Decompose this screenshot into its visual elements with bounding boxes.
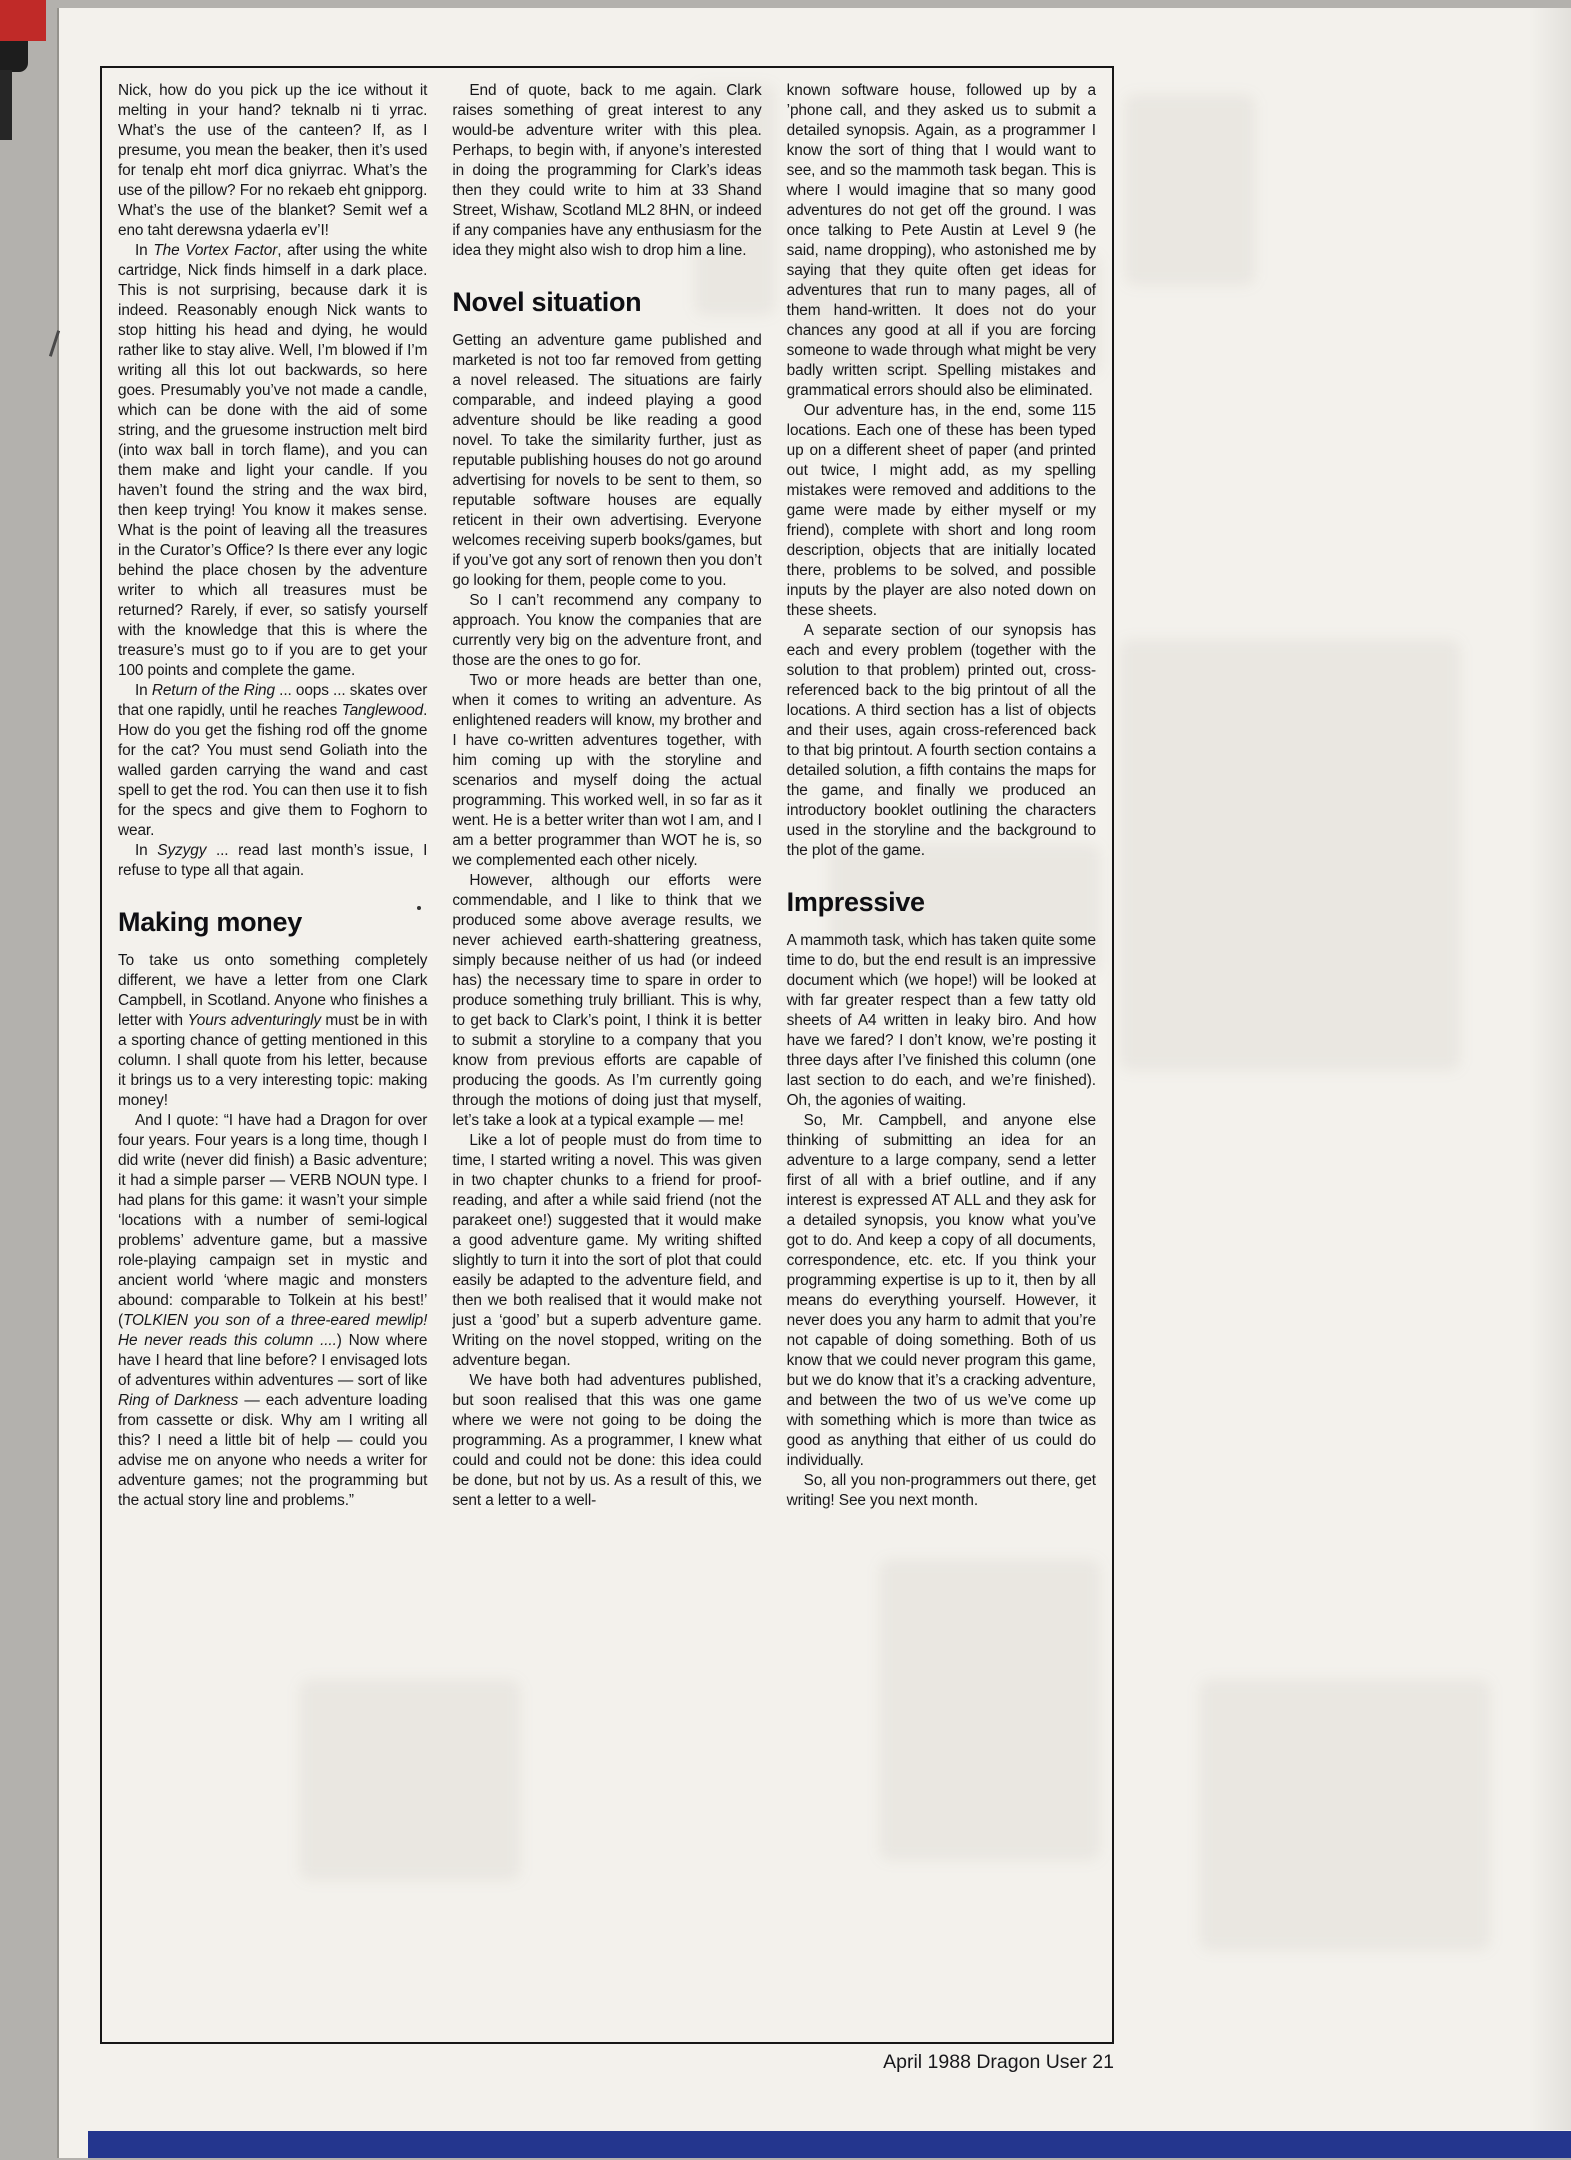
paragraph: To take us onto something completely different, we have a letter from one Clark Campbell, in Scotland. Anyone who finishes a letter with Yours adventuringly must be in with a sporting chance of getting mentioned in this column. I shall quote from his letter, because it brings us to a very interesting topic: making money! (118, 952, 428, 1109)
showthrough-blotch (1120, 640, 1460, 1070)
paragraph: So, Mr. Campbell, and anyone else thinking of submitting an idea for an adventure to a large company, send a letter first of all with a brief outline, and if any interest is expressed AT ALL and they ask for a detailed synopsis, you know what you’ve got to do. And keep a copy of all documents, correspondence, etc. etc. If you think your programming expertise is up to it, then by all means do everything yourself. However, it never does you any harm to admit that you’re not capable of doing something. Both of us know that we could never program this game, but we do know that it’s a cracking adventure, and between the two of us we’ve come up with something which is more than twice as good as anything that either of us could do individually. (786, 1112, 1096, 1469)
paragraph: However, although our efforts were commendable, and I like to think that we produced some above average results, we never achieved earth-shattering greatness, simply because neither of us had (or indeed has) the necessary time to spare in order to produce something truly brilliant. This is why, to get back to Clark’s point, I think it is better to submit a storyline to a company that you know from previous efforts are capable of producing the goods. As I’m currently going through the motions of doing just that myself, let’s take a look at a typical example — me! (452, 872, 762, 1129)
print-speck (417, 906, 421, 910)
paragraph: known software house, followed up by a ’phone call, and they asked us to submit a detailed synopsis. Again, as a programmer I know the sort of thing that I would want to see, and so the mammoth task began. This is where I would imagine that so many good adventures do not get off the ground. I was once talking to Pete Austin at Level 9 (he said, name dropping), who astonished me by saying that they quite often get ideas for adventures that run to many pages, all of them hand-written. It does not do your chances any good at all if you are forcing someone to wade through what might be very badly written script. Spelling mistakes and grammatical errors should also be eliminated. (786, 82, 1096, 399)
article-columns (102, 68, 1112, 1524)
paragraph: Nick, how do you pick up the ice without it melting in your hand? teknalb ni ti yrrac. What’s the use of the canteen? If, as I presume, you mean the beaker, then it’s used for tenalp eht morf dica gniyrrac. What’s the use of the pillow? For no rekaeb eht gnipporg. What’s the use of the blanket? Semit wef a eno taht derewsna ydaerla ev’I! (118, 82, 428, 239)
paragraph: We have both had adventures published, but soon realised that this was one game where we were not going to be doing the programming. As a programmer, I knew what could and could not be done: this idea could be done, but not by us. As a result of this, we sent a letter to a well- (452, 1372, 762, 1509)
paragraph: Two or more heads are better than one, when it comes to writing an adventure. As enlightened readers will know, my brother and I have co-written adventures together, with him coming up with the storyline and scenarios and myself doing the actual programming. This worked well, in so far as it went. He is a better writer than wot I am, and I am a better programmer than WOT he is, so we complemented each other nicely. (452, 672, 762, 869)
text-column-1 (118, 81, 427, 1511)
showthrough-blotch (1125, 95, 1255, 285)
paragraph: And I quote: “I have had a Dragon for over four years. Four years is a long time, though I did write (never did finish) a Basic adventure; it had a simple parser — VERB NOUN type. I had plans for this game: it wasn’t your simple ‘locations with a number of semi-logical problems’ adventure game, but a massive role-playing campaign set in mystic and ancient world ‘where magic and monsters abound: comparable to Tolkein at his best!’ (TOLKIEN you son of a three-eared mewlip! He never reads this column ....) Now where have I heard that line before? I envisaged lots of adventures within adventures — sort of like Ring of Darkness — each adventure loading from cassette or disk. Why am I writing all this? I need a little bit of help — could you advise me on anyone who needs a writer for adventure games; not the programming but the actual story line and problems.” (118, 1112, 428, 1509)
showthrough-blotch (1200, 1680, 1490, 1950)
paragraph: So, all you non-programmers out there, get writing! See you next month. (786, 1472, 1096, 1509)
paragraph: In The Vortex Factor, after using the white cartridge, Nick finds himself in a dark place. This is not surprising, because dark it is indeed. Reasonably enough Nick wants to stop hitting his head and dying, he would rather like to stay alive. Well, I’m blowed if I’m writing all this lot out backwards, so here goes. Presumably you’ve not made a candle, which can be done with the aid of some string, and the gruesome instruction melt bird (into wax ball in torch flame), and you can them make and light your candle. If you haven’t found the string and the wax bird, then keep trying! You know it makes sense. What is the point of leaving all the treasures in the Curator’s Office? Is there ever any logic behind the place chosen by the adventure writer to which all treasures must be returned? Rarely, if ever, so satisfy yourself with the knowledge that this is where the treasure’s must go to if you are to get your 100 points and complete the game. (118, 242, 428, 679)
section-heading-making-money: Making money (118, 907, 302, 937)
scan-artifact-ink-blob (0, 41, 28, 72)
paragraph: End of quote, back to me again. Clark raises something of great interest to any would-be adventure writer with this plea. Perhaps, to begin with, if anyone’s interested in doing the programming for Clark’s ideas then they could write to him at 33 Shand Street, Wishaw, Scotland ML2 8HN, or indeed if any companies have any enthusiasm for the idea they might also wish to drop him a line. (452, 82, 762, 259)
bottom-blue-strip (88, 2131, 1571, 2158)
page-footer: April 1988 Dragon User 21 (883, 2051, 1114, 2073)
paragraph: A mammoth task, which has taken quite some time to do, but the end result is an impressive document which (we hope!) will be looked at with far greater respect than a few tatty old sheets of A4 written in leaky biro. And how have we fared? I don’t know, we’re posting it three days after I’ve finished this column (one last section to do each, and we’re finished). Oh, the agonies of waiting. (786, 932, 1096, 1109)
paragraph: In Return of the Ring ... oops ... skates over that one rapidly, until he reaches Tanglewood. How do you get the fishing rod off the gnome for the cat? You must send Goliath into the walled garden carrying the wand and cast spell to get the rod. You can then use it to fish for the specs and give them to Foghorn to wear. (118, 682, 428, 839)
paragraph: So I can’t recommend any company to approach. You know the companies that are currently very big on the adventure front, and those are the ones to go for. (452, 592, 762, 669)
paragraph: A separate section of our synopsis has each and every problem (together with the solution to that problem) printed out, cross-referenced back to the big printout of all the locations. A third section has a list of objects and their uses, again cross-referenced back to that big printout. A fourth section contains a detailed solution, a fifth contains the maps for the game, and finally we produced an introductory booklet outlining the characters used in the storyline and the background to the plot of the game. (786, 622, 1096, 859)
scan-artifact-red-mark (0, 0, 46, 41)
paragraph: In Syzygy ... read last month’s issue, I refuse to type all that again. (118, 842, 428, 879)
text-column-3 (787, 81, 1096, 1511)
paragraph: Getting an adventure game published and marketed is not too far removed from getting a novel released. The situations are fairly comparable, and indeed playing a good adventure should be like reading a good novel. To take the similarity further, just as reputable publishing houses do not go around advertising for novels to be sent to them, so reputable software houses are equally reticent in their own advertising. Everyone welcomes receiving superb books/games, but if you’ve got any sort of renown then you don’t go looking for them, people come to you. (452, 332, 762, 589)
section-heading-novel-situation: Novel situation (452, 287, 642, 317)
page-curl-shading (1529, 8, 1571, 2130)
article-border-frame (100, 66, 1114, 2044)
paragraph: Like a lot of people must do from time to time, I started writing a novel. This was given in two chapter chunks to a friend for proof-reading, and after a while said friend (not the parakeet one!) suggested that it would make a good adventure game. My writing shifted slightly to turn it into the sort of plot that could easily be adapted to the adventure field, and then we both realised that it would make not just a ‘good’ but a superb adventure game. Writing on the novel stopped, writing on the adventure began. (452, 1132, 762, 1369)
paragraph: Our adventure has, in the end, some 115 locations. Each one of these has been typed up on a different sheet of paper (and printed out twice, I might add, as my spelling mistakes were removed and additions to the game were made by either myself or my friend), complete with short and long room description, objects that are initially located there, problems to be solved, and possible inputs by the player are also noted down on these sheets. (786, 402, 1096, 619)
text-column-2 (452, 81, 761, 1511)
section-heading-impressive: Impressive (786, 887, 925, 917)
scan-artifact-ink-bar (0, 70, 12, 140)
